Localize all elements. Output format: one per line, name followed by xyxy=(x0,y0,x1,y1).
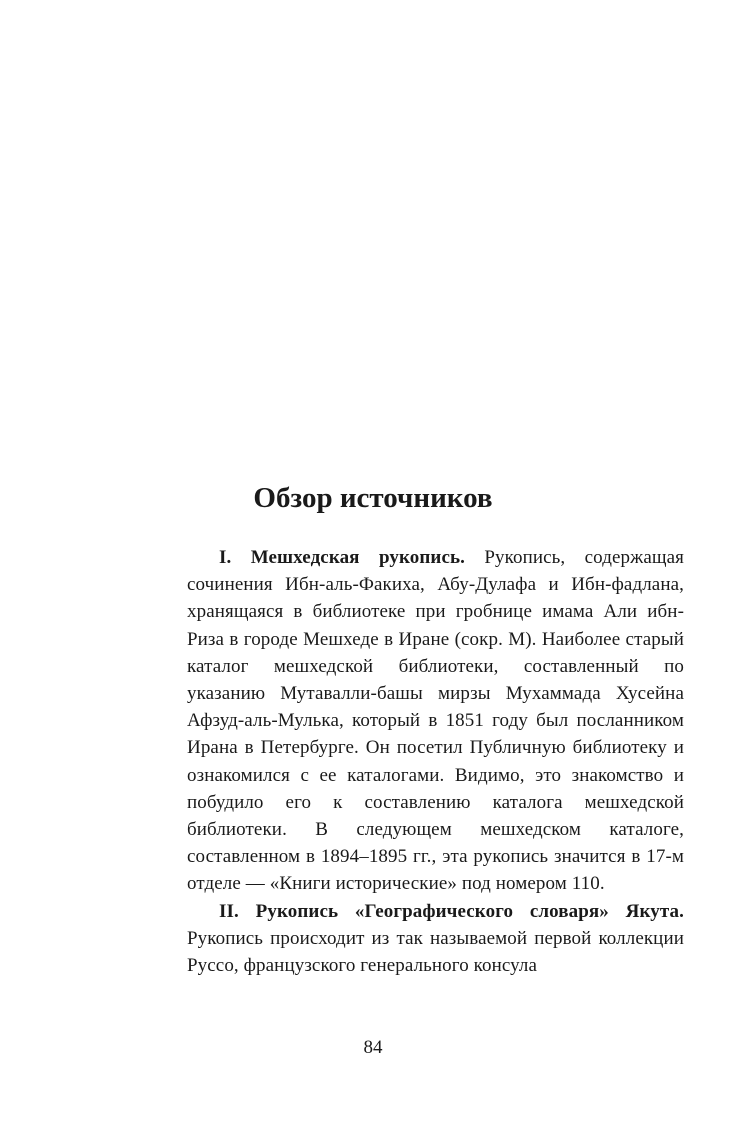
main-text xyxy=(187,544,684,979)
section-text: Рукопись происходит из так называемой первой коллекции Руссо, французского генерального консула xyxy=(187,927,684,977)
section-text: Рукопись, содержащая сочинения Ибн-аль-Факиха, Абу-Дулафа и Ибн-фадлана, хранящаяся в библиотеке при гробнице имама Али ибн-Риза в городе Мешхеде в Иране (сокр. М). Наиболее старый каталог мешхедской библиотеки, составленный по указанию Мутавалли-башы мирзы Мухаммада Хусейна Афзуд-аль-Мулька, который в 1851 году был посланником Ирана в Петербурге. Он посетил Публичную библиотеку и ознакомился с ее каталогами. Видимо, это знакомство и побудило его к составлению каталога мешхедской библиотеки. В следующем мешхедском каталоге, составленном в 1894–1895 гг., эта рукопись значится в 17-м отделе — «Книги исторические» под номером 110. xyxy=(187,547,684,895)
section-heading: I. Мешхедская рукопись. xyxy=(219,547,465,568)
section-mashhad-manuscript xyxy=(187,544,684,898)
section-heading: II. Рукопись «Географического словаря» Якута. xyxy=(219,900,684,922)
section-yaqut-manuscript xyxy=(187,898,684,980)
page-title: Обзор источников xyxy=(253,482,493,514)
page-number: 84 xyxy=(363,1037,383,1058)
